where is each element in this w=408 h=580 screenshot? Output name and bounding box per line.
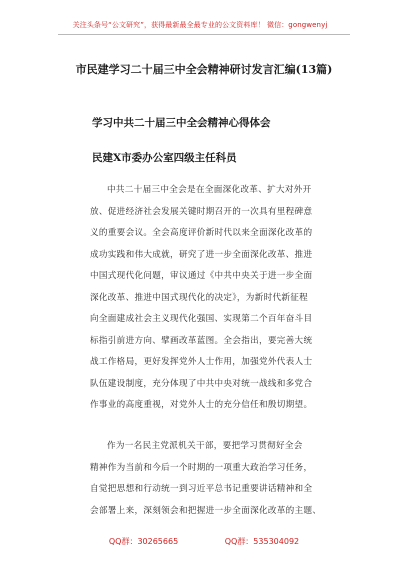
paragraph-line: 向全面建成社会主义现代化强国、实现第二个百年奋斗目 [90, 314, 313, 324]
paragraph-line: 成功实践和伟大成就，研究了进一步全面深化改革、推进 [90, 249, 313, 260]
section-title: 学习中共二十届三中全会精神心得体会 [92, 117, 271, 129]
footer-qq-group-2: QQ群：535304092 [224, 537, 300, 546]
paragraph-line: 中国式现代化问题，审议通过《中共中央关于进一步全面 [90, 271, 313, 281]
footer-contacts [0, 536, 408, 548]
paragraph-line: 义的重要会议。全会高度评价新时代以来全面深化改革的 [90, 228, 313, 238]
paragraph-2 [90, 436, 330, 522]
paragraph-line: 作事业的高度重视，对党外人士的充分信任和殷切期望。 [90, 400, 313, 410]
paragraph-line: 放、促进经济社会发展关键时期召开的一次具有里程碑意 [90, 206, 313, 217]
paragraph-line: 标指引前进方向、擘画改革蓝图。全会指出，要完善大统 [90, 335, 313, 346]
paragraph-line: 会部署上来，深刻领会和把握进一步全面深化改革的主题、 [90, 505, 322, 516]
promo-banner: 关注头条号“公文研究”，获得最新最全最专业的公文资料库！ 微信：gongwenyj [72, 21, 328, 29]
document-title: 市民建学习二十届三中全会精神研讨发言汇编(13篇) [75, 63, 333, 76]
paragraph-line: 队伍建设制度，充分体现了中共中央对统一战线和多党合 [90, 378, 313, 389]
author-line: 民建X市委办公室四级主任科员 [92, 152, 237, 164]
header-divider [58, 34, 350, 35]
footer-qq-group-1: QQ群：30265665 [108, 537, 179, 546]
paragraph-line: 深化改革、推进中国式现代化的决定》，为新时代新征程 [90, 292, 309, 303]
paragraph-line: 自觉把思想和行动统一到习近平总书记重要讲话精神和全 [90, 484, 313, 494]
paragraph-line: 中共二十届三中全会是在全面深化改革、扩大对外开 [107, 185, 312, 195]
paragraph-line: 战工作格局，更好发挥党外人士作用，加强党外代表人士 [90, 357, 313, 367]
paragraph-line: 作为一名民主党派机关干部，要把学习贯彻好全会 [107, 441, 303, 451]
paragraph-1 [90, 180, 330, 417]
paragraph-line: 精神作为当前和今后一个时期的一项重大政治学习任务， [90, 462, 313, 473]
